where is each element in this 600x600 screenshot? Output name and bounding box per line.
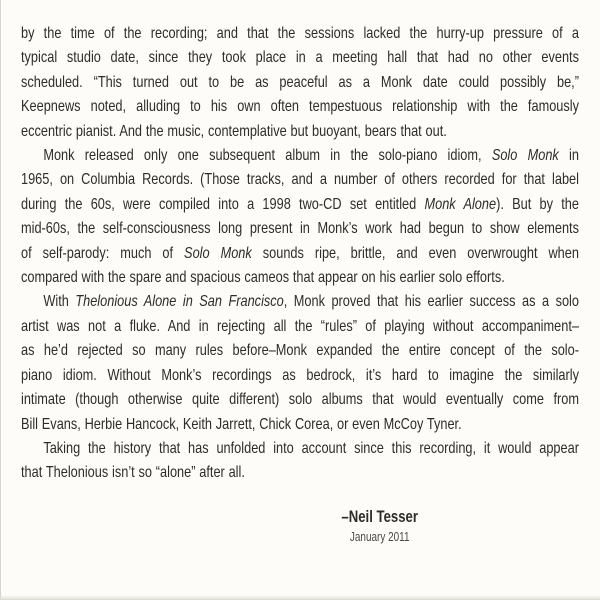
author-signature (341, 507, 418, 545)
paragraphs (21, 22, 579, 486)
page-edge-bottom-shadow (0, 595, 600, 600)
text-line: piano idiom. Without Monk’s recordings as bedrock, it’s hard to imagine the similarly (21, 366, 579, 384)
text-line: Keepnews noted, alluding to his own often tempestuous relationship with the famously (21, 98, 579, 116)
text-line: eccentric pianist. And the music, contemplative but buoyant, bears that out. (21, 122, 447, 140)
author-name: –Neil Tesser (341, 507, 418, 526)
text-line: that Thelonious isn’t so “alone” after all. (21, 464, 245, 482)
text-line: Bill Evans, Herbie Hancock, Keith Jarrett, Chick Corea, or even McCoy Tyner. (21, 415, 462, 433)
text-line: of self-parody: much of Solo Monk sounds ripe, brittle, and even overwrought when (21, 244, 579, 262)
text-line: With Thelonious Alone in San Francisco, Monk proved that his earlier success as a solo (43, 293, 579, 311)
text-line: scheduled. “This turned out to be as peaceful as a Monk date could possibly be,” (21, 73, 579, 91)
text-line: Monk released only one subsequent album in the solo-piano idiom, Solo Monk in (43, 147, 579, 165)
text-line: artist was not a fluke. And in rejecting all the “rules” of playing without accompaniment– (21, 317, 579, 335)
text-line: compared with the spare and spacious cameos that appear on his earlier solo efforts. (21, 269, 505, 287)
text-line: as he’d rejected so many rules before–Monk expanded the entire concept of the solo- (21, 342, 579, 360)
text-line: intimate (though otherwise quite different) solo albums that would eventually come from (21, 391, 579, 409)
article-body (21, 22, 579, 545)
text-line: typical studio date, since they took place in a meeting hall that had no other events (21, 49, 579, 67)
text-line: by the time of the recording; and that the sessions lacked the hurry-up pressure of a (21, 25, 579, 42)
text-line: Taking the history that has unfolded into account since this recording, it would appear (43, 439, 579, 457)
signature-date: January 2011 (349, 529, 410, 544)
text-line: during the 60s, were compiled into a 1998 two-CD set entitled Monk Alone). But by the (21, 195, 579, 213)
text-line: 1965, on Columbia Records. (Those tracks, and a number of others recorded for that label (21, 171, 579, 189)
page-edge-left-shadow (0, 0, 1, 600)
text-line: mid-60s, the self-consciousness long present in Monk’s work had begun to show elements (21, 220, 579, 238)
